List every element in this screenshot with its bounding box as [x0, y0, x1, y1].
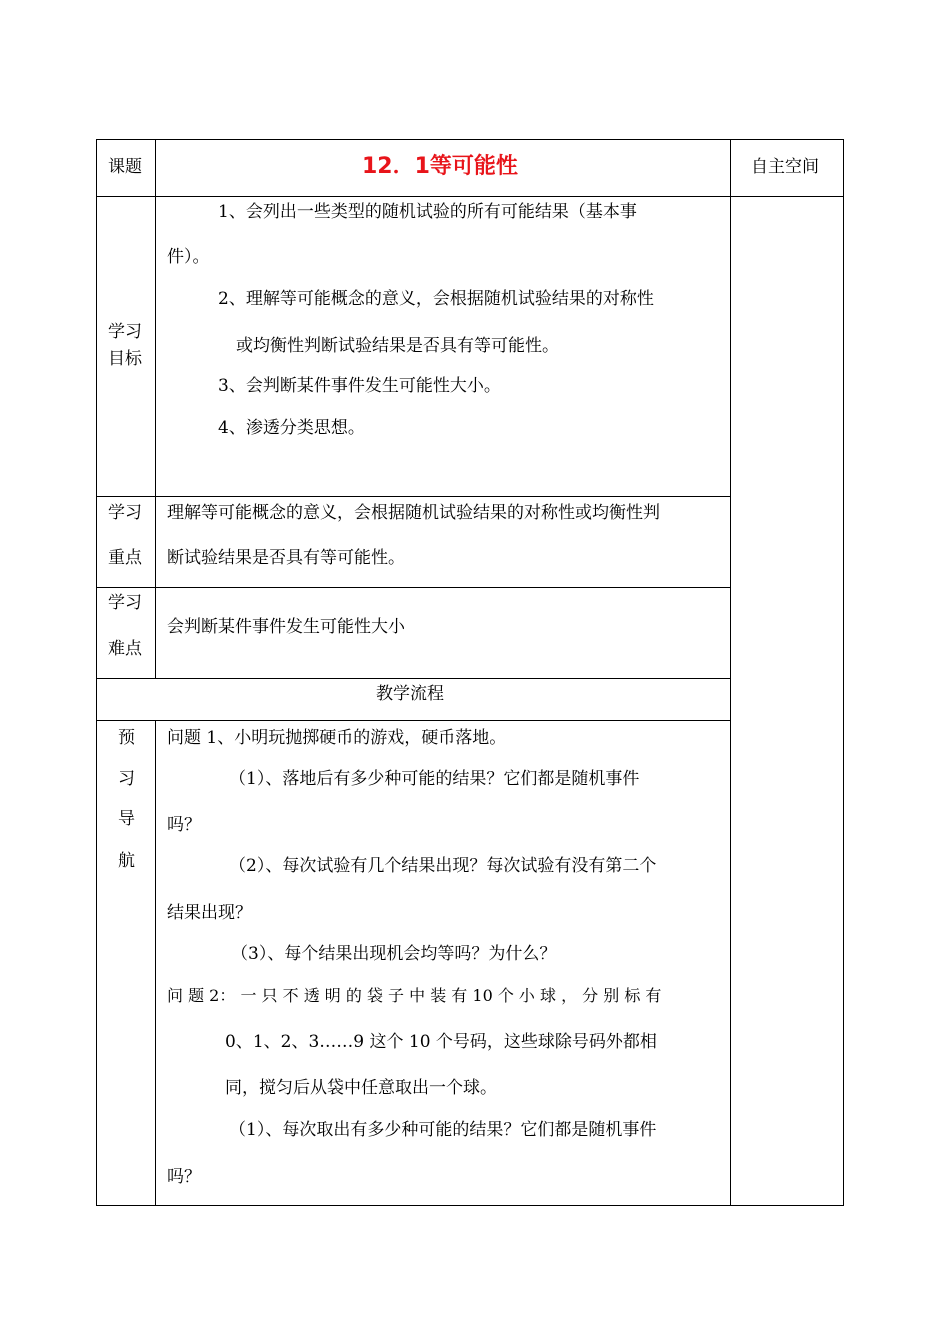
key-points-label: 重点: [108, 548, 142, 568]
preview-line: 吗？: [167, 1167, 201, 1187]
key-point-line: 断试验结果是否具有等可能性。: [167, 548, 405, 568]
preview-line: （1）、每次取出有多少种可能的结果？它们都是随机事件: [229, 1120, 657, 1140]
key-point-line: 理解等可能概念的意义，会根据随机试验结果的对称性或均衡性判: [167, 503, 660, 523]
preview-line: 吗？: [167, 815, 201, 835]
preview-line: 问题 1、小明玩抛掷硬币的游戏，硬币落地。: [167, 728, 507, 748]
preview-line: （2）、每次试验有几个结果出现？每次试验有没有第二个: [229, 856, 657, 876]
difficulties-label: 难点: [108, 639, 142, 659]
preview-line: 0、1、2、3……9 这个 10 个号码，这些球除号码外都相: [225, 1032, 657, 1052]
preview-label-char: 航: [118, 851, 135, 871]
preview-label-char: 预: [118, 728, 135, 748]
table-border-top: [96, 139, 844, 140]
teaching-flow-heading: 教学流程: [376, 684, 444, 704]
objective-line: 2、理解等可能概念的意义，会根据随机试验结果的对称性: [218, 289, 654, 309]
objective-line: 或均衡性判断试验结果是否具有等可能性。: [236, 336, 559, 356]
preview-line: 结果出现？: [167, 903, 252, 923]
objective-line: 件）。: [167, 247, 210, 267]
row-divider: [96, 678, 731, 679]
objective-line: 1、会列出一些类型的随机试验的所有可能结果（基本事: [218, 202, 637, 222]
preview-line: （3）、每个结果出现机会均等吗？为什么？: [231, 944, 557, 964]
row-divider: [96, 196, 844, 197]
row-divider: [96, 720, 731, 721]
column-divider: [730, 139, 731, 1206]
objective-line: 3、会判断某件事件发生可能性大小。: [218, 376, 501, 396]
table-border-left: [96, 139, 97, 1206]
column-divider: [155, 139, 156, 678]
row-divider: [96, 496, 731, 497]
preview-label-char: 习: [118, 769, 135, 789]
objectives-label: 目标: [108, 349, 142, 369]
key-points-label: 学习: [108, 503, 142, 523]
subject-label: 课题: [108, 157, 142, 177]
preview-line: 同，搅匀后从袋中任意取出一个球。: [225, 1078, 497, 1098]
table-border-right: [843, 139, 844, 1206]
lesson-title: 12．1等可能性: [362, 154, 518, 179]
preview-line: 问 题 2： 一 只 不 透 明 的 袋 子 中 装 有 10 个 小 球 ， 分 别 标 有: [167, 986, 662, 1005]
difficulty-text: 会判断某件事件发生可能性大小: [167, 617, 405, 637]
objective-line: 4、渗透分类思想。: [218, 418, 365, 438]
difficulties-label: 学习: [108, 593, 142, 613]
preview-label-char: 导: [118, 809, 135, 829]
table-border-bottom: [96, 1205, 844, 1206]
self-study-space-label: 自主空间: [751, 157, 819, 177]
row-divider: [96, 587, 731, 588]
objectives-label: 学习: [108, 322, 142, 342]
preview-line: （1）、落地后有多少种可能的结果？它们都是随机事件: [229, 769, 640, 789]
column-divider: [155, 720, 156, 1206]
